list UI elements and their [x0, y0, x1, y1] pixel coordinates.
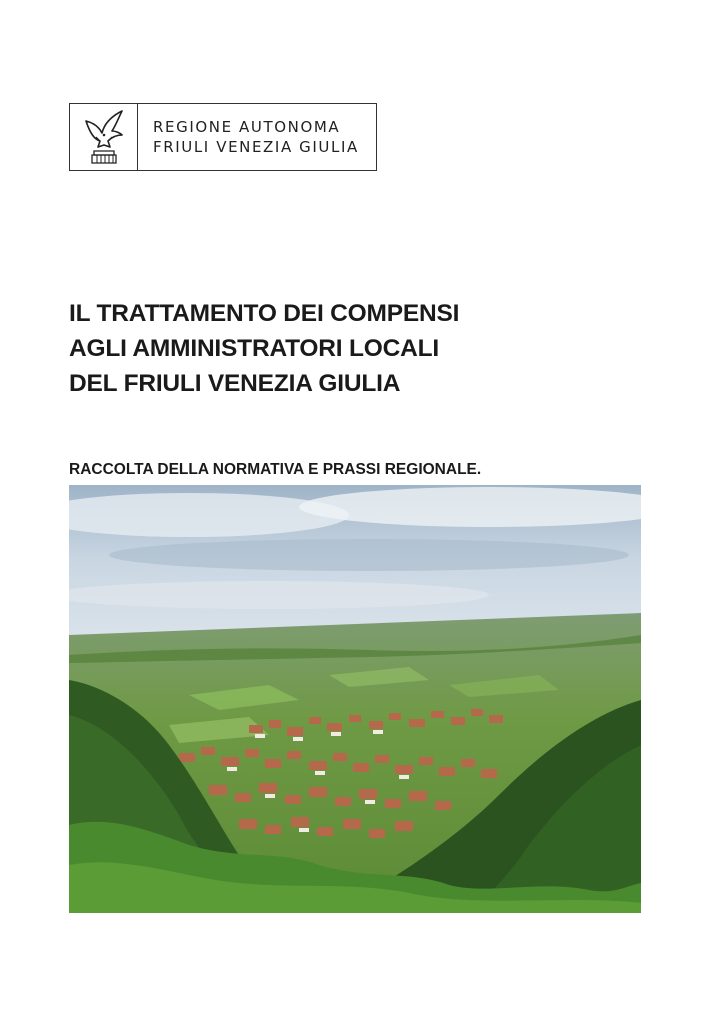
logo-text	[138, 104, 359, 170]
logo-line-2: FRIULI VENEZIA GIULIA	[153, 138, 359, 156]
title-line-2: AGLI AMMINISTRATORI LOCALI	[69, 335, 439, 362]
region-logo	[69, 103, 377, 171]
eagle-emblem-icon	[80, 107, 128, 167]
document-title	[69, 296, 459, 401]
title-line-3: DEL FRIULI VENEZIA GIULIA	[69, 370, 401, 397]
logo-emblem	[70, 104, 138, 170]
logo-line-1: REGIONE AUTONOMA	[153, 118, 341, 136]
cover-photo-landscape	[69, 485, 641, 913]
title-line-1: IL TRATTAMENTO DEI COMPENSI	[69, 300, 460, 327]
document-subtitle: RACCOLTA DELLA NORMATIVA E PRASSI REGIONALE.	[69, 461, 482, 478]
